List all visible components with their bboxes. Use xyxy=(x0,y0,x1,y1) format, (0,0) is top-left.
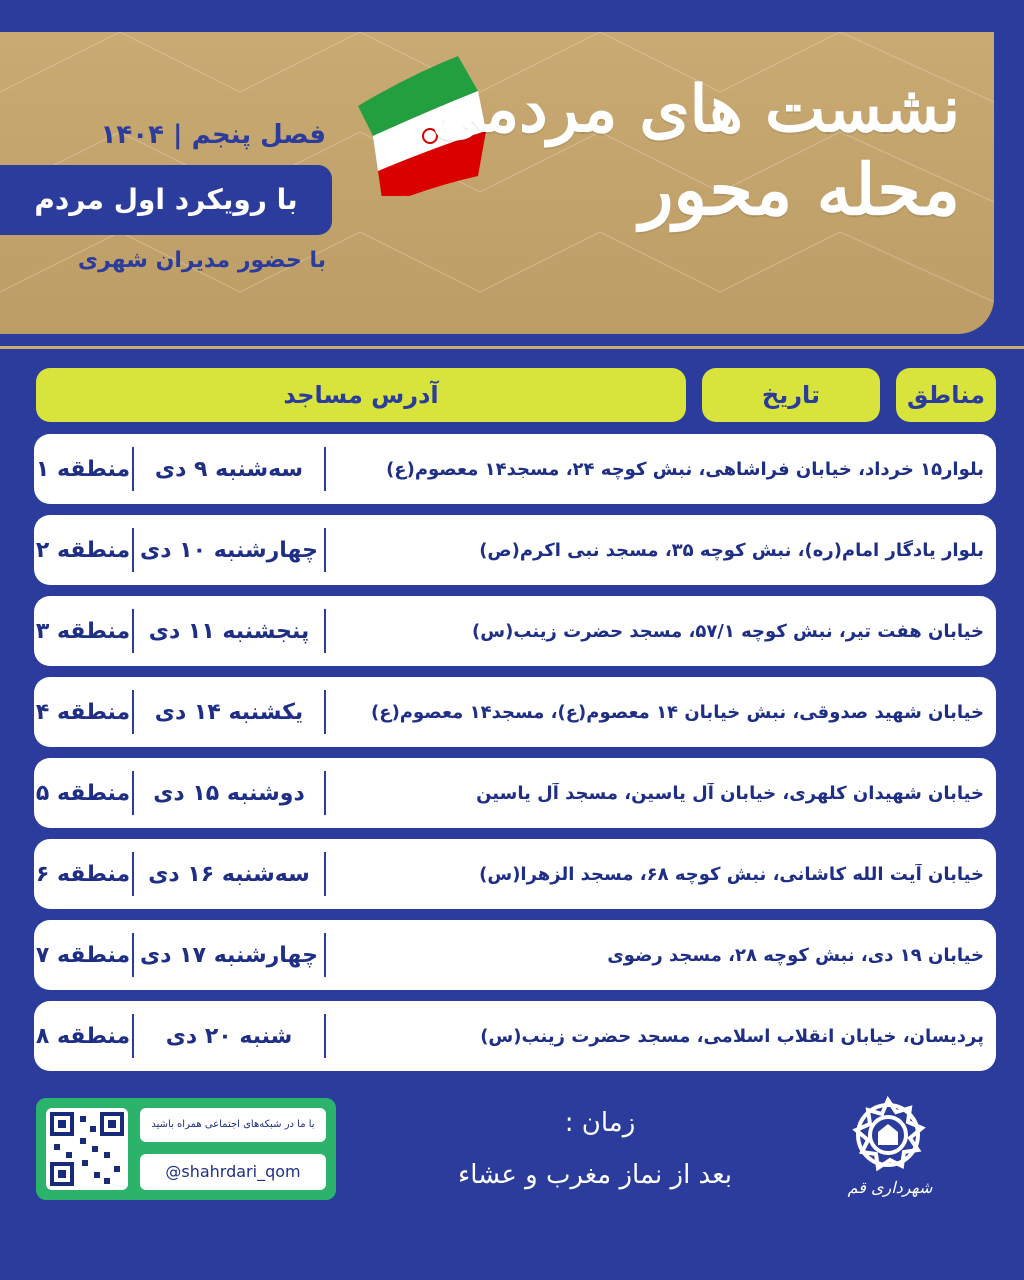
cell-separator xyxy=(132,771,134,815)
banner-divider xyxy=(0,346,1024,349)
region-cell: منطقه ۵ xyxy=(35,780,131,806)
social-invite-text: با ما در شبکه‌های اجتماعی همراه باشید xyxy=(140,1108,326,1142)
title-line1: نشست های مردمی xyxy=(431,72,960,147)
address-cell: خیابان هفت تیر، نبش کوچه ۵۷/۱، مسجد حضرت زینب(س) xyxy=(472,620,984,642)
address-header: آدرس مساجد xyxy=(36,368,686,422)
social-box xyxy=(36,1098,336,1200)
cell-separator xyxy=(324,852,326,896)
table-row xyxy=(34,515,996,585)
cell-separator xyxy=(132,528,134,572)
table-row xyxy=(34,434,996,504)
address-cell: پردیسان، خیابان انقلاب اسلامی، مسجد حضرت زینب(س) xyxy=(480,1025,984,1047)
social-handle[interactable]: @shahrdari_qom xyxy=(140,1154,326,1190)
season-label: فصل پنجم | ۱۴۰۴ xyxy=(100,120,326,150)
cell-separator xyxy=(324,1014,326,1058)
cell-separator xyxy=(132,447,134,491)
logo-text: شهرداری قم xyxy=(847,1178,933,1197)
qr-code-icon[interactable] xyxy=(46,1108,128,1190)
time-label: زمان : xyxy=(564,1108,636,1138)
table-row xyxy=(34,1001,996,1071)
region-header: مناطق xyxy=(896,368,996,422)
region-cell: منطقه ۸ xyxy=(35,1023,131,1049)
presence-label: با حضور مدیران شهری xyxy=(77,248,326,273)
table-row xyxy=(34,596,996,666)
table-row xyxy=(34,677,996,747)
page-title xyxy=(400,70,960,230)
cell-separator xyxy=(324,528,326,572)
address-cell: خیابان شهید صدوقی، نبش خیابان ۱۴ معصوم(ع)، مسجد۱۴ معصوم(ع) xyxy=(371,701,984,723)
date-cell: دوشنبه ۱۵ دی xyxy=(153,780,305,806)
table-row xyxy=(34,920,996,990)
date-cell: پنجشنبه ۱۱ دی xyxy=(148,618,310,644)
cell-separator xyxy=(324,771,326,815)
cell-separator xyxy=(132,690,134,734)
address-cell: بلوار یادگار امام(ره)، نبش کوچه ۳۵، مسجد نبی اکرم(ص) xyxy=(479,539,984,561)
table-row xyxy=(34,758,996,828)
address-cell: خیابان شهیدان کلهری، خیابان آل یاسین، مسجد آل یاسین xyxy=(476,782,984,804)
cell-separator xyxy=(132,852,134,896)
address-cell: خیابان ۱۹ دی، نبش کوچه ۲۸، مسجد رضوی xyxy=(607,944,984,966)
title-line2: محله محور xyxy=(639,148,960,231)
cell-separator xyxy=(132,609,134,653)
region-cell: منطقه ۳ xyxy=(35,618,131,644)
date-cell: چهارشنبه ۱۷ دی xyxy=(140,942,318,968)
time-value: بعد از نماز مغرب و عشاء xyxy=(458,1160,732,1190)
cell-separator xyxy=(324,447,326,491)
approach-banner: با رویکرد اول مردم xyxy=(0,165,332,235)
date-header: تاریخ xyxy=(702,368,880,422)
region-cell: منطقه ۲ xyxy=(35,537,131,563)
region-cell: منطقه ۶ xyxy=(35,861,131,887)
cell-separator xyxy=(132,1014,134,1058)
date-cell: سه‌شنبه ۱۶ دی xyxy=(148,861,310,887)
date-cell: سه‌شنبه ۹ دی xyxy=(154,456,304,482)
date-cell: چهارشنبه ۱۰ دی xyxy=(140,537,318,563)
address-cell: بلوار۱۵ خرداد، خیابان فراشاهی، نبش کوچه ۲۴، مسجد۱۴ معصوم(ع) xyxy=(386,458,984,480)
cell-separator xyxy=(324,690,326,734)
address-cell: خیابان آیت الله کاشانی، نبش کوچه ۶۸، مسجد الزهرا(س) xyxy=(479,863,984,885)
cell-separator xyxy=(132,933,134,977)
date-cell: شنبه ۲۰ دی xyxy=(165,1023,293,1049)
table-row xyxy=(34,839,996,909)
cell-separator xyxy=(324,609,326,653)
region-cell: منطقه ۱ xyxy=(35,456,131,482)
cell-separator xyxy=(324,933,326,977)
region-cell: منطقه ۴ xyxy=(35,699,131,725)
region-cell: منطقه ۷ xyxy=(35,942,131,968)
date-cell: یکشنبه ۱۴ دی xyxy=(154,699,304,725)
